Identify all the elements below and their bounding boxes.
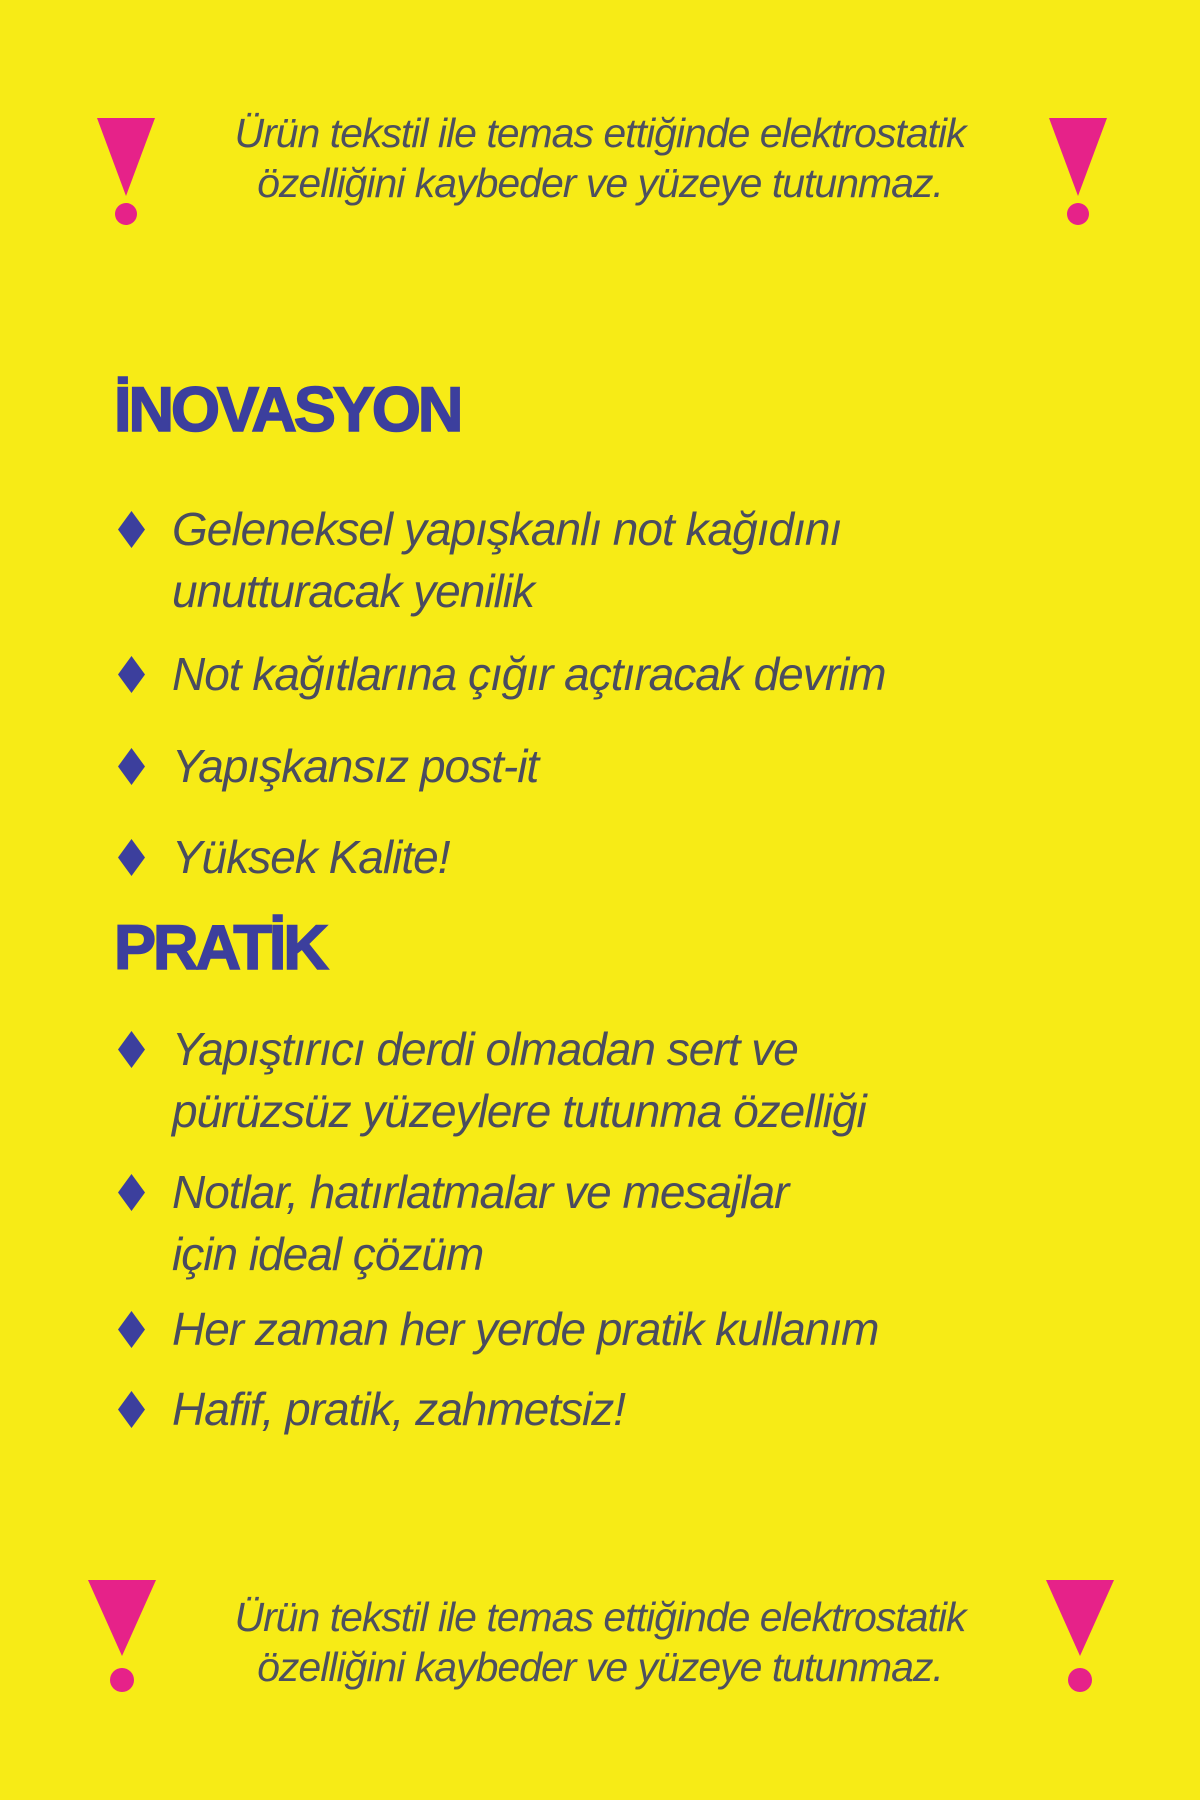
warning-banner-top [0,108,1200,208]
list-item-text [172,1298,878,1360]
warning-line-2: özelliğini kaybeder ve yüzeye tutunmaz. [257,1644,943,1690]
list-item-text [172,1378,625,1440]
diamond-bullet-icon [118,1391,145,1428]
diamond-bullet-icon [118,748,145,785]
warning-line-1: Ürün tekstil ile temas ettiğinde elektrostatik [234,110,966,156]
diamond-bullet-icon [118,1174,145,1211]
list-item [118,498,841,622]
list-item [118,643,886,705]
diamond-bullet-icon [118,839,145,876]
list-item-line: Yüksek Kalite! [172,831,450,883]
warning-banner-bottom [0,1592,1200,1692]
list-item-line: için ideal çözüm [172,1228,484,1280]
section-heading-pratik: PRATİK [114,913,326,983]
list-item-line: Her zaman her yerde pratik kullanım [172,1303,879,1355]
diamond-bullet-icon [118,1311,145,1348]
list-item-text [172,498,841,622]
list-item-text [172,735,538,797]
list-item [118,735,538,797]
list-item-line: Yapıştırıcı derdi olmadan sert ve [172,1023,798,1075]
exclamation-icon [1046,1580,1114,1692]
list-item-line: pürüzsüz yüzeylere tutunma özelliği [172,1085,866,1137]
list-item [118,1298,878,1360]
exclamation-triangle [1049,118,1107,196]
list-item-text [172,643,886,705]
list-item-line: Yapışkansız post-it [172,740,539,792]
list-item [118,1018,866,1142]
list-item [118,1161,788,1285]
diamond-bullet-icon [118,656,145,693]
exclamation-dot [1067,203,1089,225]
list-item-line: Notlar, hatırlatmalar ve mesajlar [172,1166,789,1218]
list-item-line: Geleneksel yapışkanlı not kağıdını [172,503,842,555]
diamond-bullet-icon [118,511,145,548]
list-item [118,826,449,888]
list-item-line: Not kağıtlarına çığır açtıracak devrim [172,648,886,700]
exclamation-dot [1068,1668,1092,1692]
warning-line-1: Ürün tekstil ile temas ettiğinde elektrostatik [234,1594,966,1640]
section-heading-inovasyon: İNOVASYON [114,375,461,445]
list-item-text [172,1161,788,1285]
list-item [118,1378,625,1440]
warning-line-2: özelliğini kaybeder ve yüzeye tutunmaz. [257,160,943,206]
list-item-text [172,1018,866,1142]
list-item-text [172,826,449,888]
diamond-bullet-icon [118,1031,145,1068]
list-item-line: Hafif, pratik, zahmetsiz! [172,1383,626,1435]
exclamation-triangle [1046,1580,1114,1656]
list-item-line: unutturacak yenilik [172,565,534,617]
exclamation-icon [1049,118,1107,225]
